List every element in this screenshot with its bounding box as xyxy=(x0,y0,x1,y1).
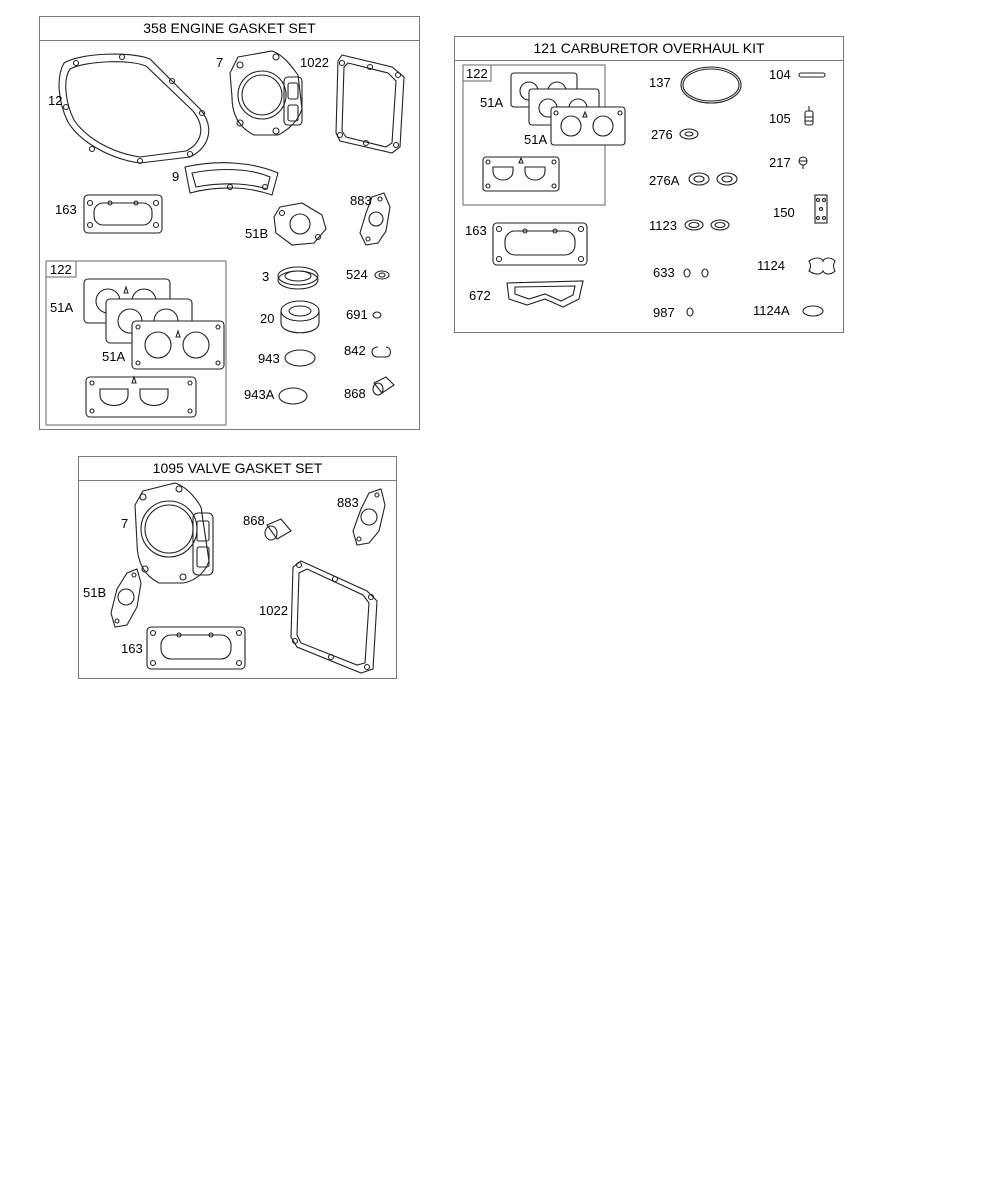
part-868-seal xyxy=(265,519,291,540)
part-1022-valve-cover-gasket xyxy=(336,55,404,153)
label-12: 12 xyxy=(48,93,63,108)
label-691: 691 xyxy=(346,307,368,322)
part-20-oil-seal xyxy=(281,301,319,333)
carb-label-1124a: 1124A xyxy=(753,303,790,318)
carb-label-1124: 1124 xyxy=(757,258,785,273)
engine-gasket-set-panel xyxy=(39,16,420,430)
label-1022: 1022 xyxy=(300,55,329,70)
part-51a-gasket-single xyxy=(483,157,559,191)
part-163-intake-gasket xyxy=(84,195,162,233)
part-3-oil-seal xyxy=(278,267,318,289)
part-633-seals xyxy=(684,269,708,277)
part-7-head-gasket xyxy=(230,51,302,135)
carb-label-633: 633 xyxy=(653,265,675,280)
part-524-seal xyxy=(375,271,389,279)
label-868: 868 xyxy=(344,386,366,401)
valve-label-868: 868 xyxy=(243,513,265,528)
valve-label-7: 7 xyxy=(121,516,129,531)
part-943-o-ring xyxy=(285,350,315,366)
valve-label-1022: 1022 xyxy=(259,603,288,618)
part-7-head-gasket xyxy=(135,483,213,583)
valve-label-51b: 51B xyxy=(83,585,107,600)
label-3: 3 xyxy=(262,269,270,284)
carb-label-163: 163 xyxy=(465,223,487,238)
part-987-seal xyxy=(687,308,693,316)
part-163-intake-gasket xyxy=(493,223,587,265)
part-12-crankcase-gasket xyxy=(59,54,209,163)
carb-label-51a-2: 51A xyxy=(524,132,548,147)
label-524: 524 xyxy=(346,267,368,282)
label-7: 7 xyxy=(216,55,224,70)
part-943a-o-ring xyxy=(279,388,307,404)
carb-label-217: 217 xyxy=(769,155,791,170)
part-1022-valve-cover-gasket xyxy=(291,561,377,673)
label-9: 9 xyxy=(172,169,180,184)
carb-label-276a: 276A xyxy=(649,173,680,188)
part-672-gasket xyxy=(507,281,583,307)
label-163: 163 xyxy=(55,202,77,217)
part-51b-gasket xyxy=(274,203,326,245)
label-883: 883 xyxy=(350,193,372,208)
part-276-washer xyxy=(680,129,698,139)
carburetor-overhaul-kit-panel xyxy=(454,36,844,333)
part-868-seal xyxy=(373,377,394,395)
valve-gasket-set-title: 1095 VALVE GASKET SET xyxy=(79,457,396,481)
part-137-o-ring xyxy=(681,67,741,103)
part-1124a-gasket xyxy=(803,306,823,316)
part-691-washer xyxy=(373,312,381,318)
part-1124-gasket xyxy=(809,258,835,274)
engine-gasket-diagram xyxy=(40,17,419,429)
carb-label-51a-1: 51A xyxy=(480,95,504,110)
carb-label-987: 987 xyxy=(653,305,675,320)
carburetor-overhaul-kit-title: 121 CARBURETOR OVERHAUL KIT xyxy=(455,37,843,61)
valve-gasket-set-panel xyxy=(78,456,397,679)
carb-label-137: 137 xyxy=(649,75,671,90)
part-276a-washers xyxy=(689,173,737,185)
part-1123-gaskets xyxy=(685,220,729,230)
part-105-needle xyxy=(805,106,813,125)
label-943: 943 xyxy=(258,351,280,366)
label-122: 122 xyxy=(50,262,72,277)
valve-label-883: 883 xyxy=(337,495,359,510)
part-217-screw xyxy=(799,157,807,169)
label-943a: 943A xyxy=(244,387,275,402)
label-842: 842 xyxy=(344,343,366,358)
label-51b: 51B xyxy=(245,226,269,241)
carburetor-kit-diagram xyxy=(455,37,843,332)
engine-gasket-set-title: 358 ENGINE GASKET SET xyxy=(40,17,419,41)
part-104-pin xyxy=(799,73,825,77)
label-51a-2: 51A xyxy=(102,349,126,364)
carb-label-104: 104 xyxy=(769,67,791,82)
carb-label-672: 672 xyxy=(469,288,491,303)
label-51a-1: 51A xyxy=(50,300,74,315)
carb-label-1123: 1123 xyxy=(649,218,677,233)
carb-label-150: 150 xyxy=(773,205,795,220)
part-163-intake-gasket xyxy=(147,627,245,669)
part-9-gasket xyxy=(185,163,278,195)
valve-gasket-diagram xyxy=(79,457,396,678)
valve-label-163: 163 xyxy=(121,641,143,656)
part-51a-gasket-single xyxy=(86,377,196,417)
carb-label-105: 105 xyxy=(769,111,791,126)
part-842-snap-ring xyxy=(372,347,391,357)
label-20: 20 xyxy=(260,311,275,326)
part-51b-gasket xyxy=(111,569,141,627)
carb-label-276: 276 xyxy=(651,127,673,142)
carb-label-122: 122 xyxy=(466,66,488,81)
part-150-plate xyxy=(815,195,827,223)
